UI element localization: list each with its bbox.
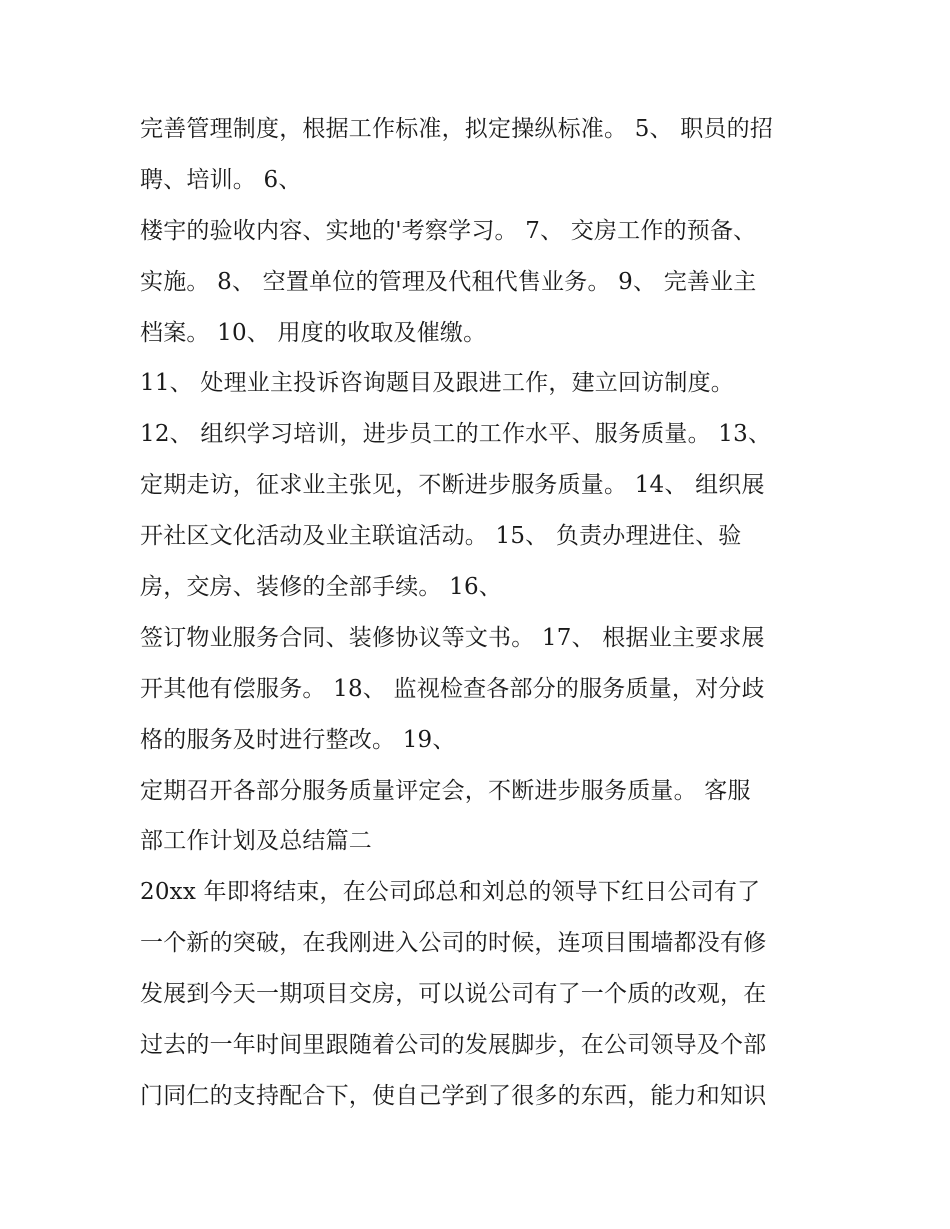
text-line: 定期走访，征求业主张见，不断进步服务质量。 14、 组织展 [140, 472, 765, 499]
text-line: 11、 处理业主投诉咨询题目及跟进工作，建立回访制度。 [140, 370, 734, 397]
text-line: 20xx 年即将结束，在公司邱总和刘总的领导下红日公司有了 [140, 879, 761, 906]
text-line: 格的服务及时进行整改。 19、 [140, 726, 456, 753]
text-line: 开其他有偿服务。 18、 监视检查各部分的服务质量，对分歧 [140, 675, 765, 702]
text-line: 部工作计划及总结篇二 [140, 828, 372, 855]
text-line: 完善管理制度，根据工作标准，拟定操纵标准。 5、 职员的招 [140, 116, 774, 142]
document-body [140, 104, 820, 1122]
text-line: 过去的一年时间里跟随着公司的发展脚步，在公司领导及个部 [140, 1032, 767, 1059]
text-line: 房，交房、装修的全部手续。 16、 [140, 574, 502, 601]
text-line: 实施。 8、 空置单位的管理及代租代售业务。 9、 完善业主 [140, 268, 757, 295]
text-line: 楼宇的验收内容、实地的'考察学习。 7、 交房工作的预备、 [140, 217, 757, 244]
text-line: 开社区文化活动及业主联谊活动。 15、 负责办理进住、验 [140, 523, 742, 550]
text-line: 签订物业服务合同、装修协议等文书。 17、 根据业主要求展 [140, 624, 765, 651]
text-line: 门同仁的支持配合下，使自己学到了很多的东西，能力和知识 [140, 1082, 767, 1109]
text-line: 12、 组织学习培训，进步员工的工作水平、服务质量。 13、 [140, 421, 772, 448]
text-line: 定期召开各部分服务质量评定会，不断进步服务质量。 客服 [140, 777, 751, 804]
text-line: 聘、培训。 6、 [140, 166, 302, 193]
text-line: 档案。 10、 用度的收取及催缴。 [140, 319, 487, 346]
text-line: 发展到今天一期项目交房，可以说公司有了一个质的改观，在 [140, 981, 767, 1008]
text-line: 一个新的突破，在我刚进入公司的时候，连项目围墙都没有修 [140, 930, 767, 957]
